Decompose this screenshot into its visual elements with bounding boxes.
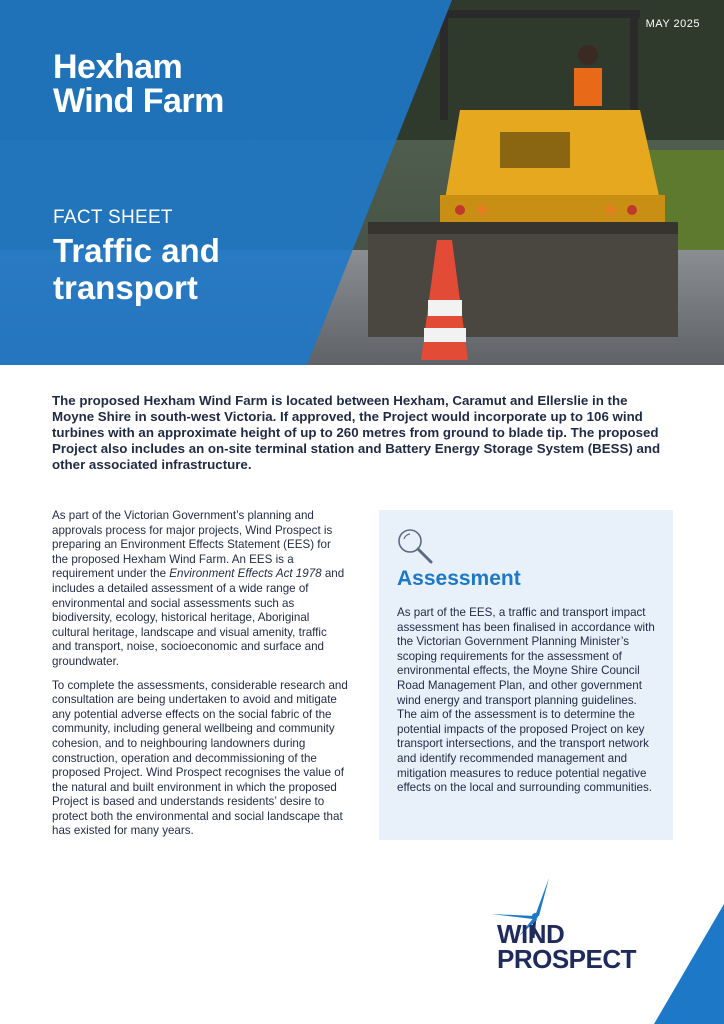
magnifier-icon xyxy=(395,526,435,566)
publication-date: MAY 2025 xyxy=(645,18,700,30)
consultation-paragraph: To complete the assessments, considerable research and consultation are being undertaken to avoid and mitigate any potential adverse effects on the social fabric of the community, including general wellbeing and community cohesion, and to neighbouring landowners during construction, operation and decommissioning of the proposed Project. Wind Prospect recognises the value of the natural and built environment in which the proposed Project is based and understands residents’ desire to protect both the environmental and social landscape that has existed for many years. xyxy=(52,678,348,838)
ees-text-b: and includes a detailed assessment of a wide range of environmental and social assessments such as biodiversity, ecology, historical heritage, Aboriginal cultural heritage, landscape and visual amenity, traffic and transport, noise, socioeconomic and surface and groundwater. xyxy=(52,567,345,668)
ees-text-a: As part of the Victorian Government’s planning and approvals process for major projects, Wind Prospect is preparing an Environment Effects Statement (EES) for the proposed Hexham Wind Farm. An EES is a requirement under the xyxy=(52,509,333,581)
brand-line-1: Hexham xyxy=(53,48,183,86)
title-line-2: transport xyxy=(53,269,198,306)
ees-paragraph xyxy=(52,509,348,670)
left-column xyxy=(52,509,348,848)
logo-line-2: PROSPECT xyxy=(497,944,637,974)
intro-paragraph: The proposed Hexham Wind Farm is located between Hexham, Caramut and Ellerslie in the Moyne Shire in south-west Victoria. If approved, the Project would incorporate up to 106 wind turbines with an approximate height of up to 260 metres from ground to blade tip. The proposed Project also includes an on-site terminal station and Battery Energy Storage System (BESS) and other associated infrastructure. xyxy=(52,393,661,472)
page-title xyxy=(53,232,220,306)
hero-banner xyxy=(0,0,724,365)
fact-sheet-label: FACT SHEET xyxy=(53,207,173,228)
corner-accent xyxy=(654,904,724,1024)
act-title: Environment Effects Act 1978 xyxy=(169,567,322,581)
brand-line-2: Wind Farm xyxy=(53,82,224,120)
assessment-heading: Assessment xyxy=(397,567,521,590)
assessment-body: As part of the EES, a traffic and transport impact assessment has been finalised in accordance with the Victorian Government Planning Minister’s scoping requirements for the assessment of environmental effects, the Moyne Shire Council Road Management Plan, and other government wind energy and transport planning guidelines. The aim of the assessment is to determine the potential impacts of the proposed Project on key transport intersections, and the transport network and identify recommended management and mitigation measures to reduce potential negative effects on the local and surrounding communities. xyxy=(397,606,655,795)
title-line-1: Traffic and xyxy=(53,232,220,269)
project-brand xyxy=(53,50,224,118)
assessment-panel xyxy=(379,510,673,840)
logo-wordmark xyxy=(497,919,637,974)
logo-line-1: WIND xyxy=(497,919,565,949)
